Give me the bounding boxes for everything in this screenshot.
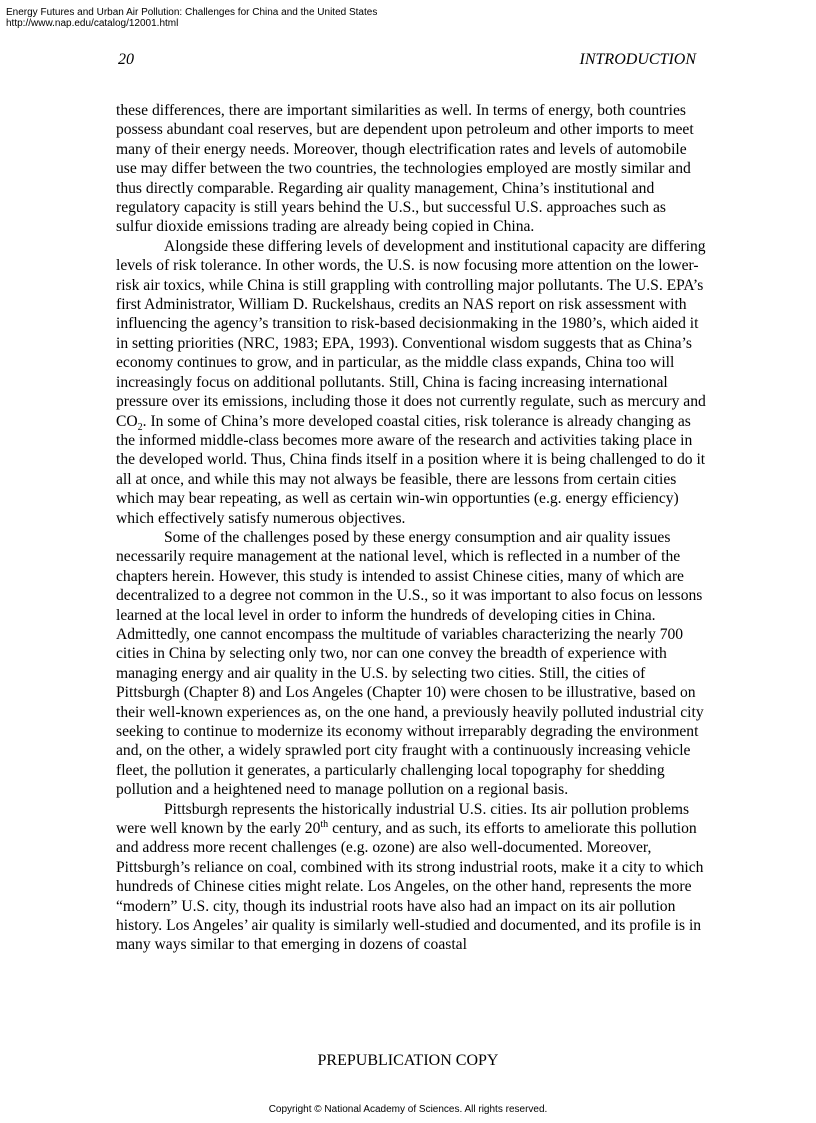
ordinal-superscript: th (320, 818, 329, 830)
source-header (6, 7, 377, 29)
paragraph-4-text-b: century, and as such, its efforts to ameliorate this pollution and address more recent challenges (e.g. ozone) are also well-documented. Moreover, Pittsburgh’s reliance on coal, combined with its strong industrial roots, make it a city to which hundreds of Chinese cities might relate. Los Angeles, on the other hand, represents the more “modern” U.S. city, though its industrial roots have also had an impact on its air pollution history. Los Angeles’ air quality is similarly well-studied and documented, and its profile is in many ways similar to that emerging in dozens of coastal (116, 820, 704, 954)
catalog-url[interactable]: http://www.nap.edu/catalog/12001.html (6, 18, 179, 29)
paragraph-2-text-a: Alongside these differing levels of development and institutional capacity are differing levels of risk tolerance. In other words, the U.S. is now focusing more attention on the lower-risk air toxics, while China is still grappling with controlling major pollutants. The U.S. EPA’s first Administrator, William D. Ruckelshaus, credits an NAS report on risk assessment with influencing the agency’s transition to risk-based decisionmaking in the 1980’s, which aided it in setting priorities (NRC, 1983; EPA, 1993). Conventional wisdom suggests that as China’s economy continues to grow, and in particular, as the middle class expands, China too will increasingly focus on additional pollutants. Still, China is facing increasing international pressure over its emissions, including those it does not currently regulate, such as mercury and CO (116, 237, 706, 430)
paragraph-3: Some of the challenges posed by these energy consumption and air quality issues necessarily require management at the national level, which is reflected in a number of the chapters herein. However, this study is intended to assist Chinese cities, many of which are decentralized to a degree not common in the U.S., so it was important to also focus on lessons learned at the local level in order to inform the hundreds of developing cities in China. Admittedly, one cannot encompass the multitude of variables characterizing the nearly 700 cities in China by selecting only two, nor can one convey the breadth of experience with managing energy and air quality in the U.S. by selecting two cities. Still, the cities of Pittsburgh (Chapter 8) and Los Angeles (Chapter 10) were chosen to be illustrative, based on their well-known experiences as, on the one hand, a previously heavily polluted industrial city seeking to continue to modernize its economy without irreparably degrading the environment and, on the other, a widely sprawled port city fraught with a continuously increasing vehicle fleet, the pollution it generates, a particularly challenging local topography for shedding pollution and a heightened need to manage pollution on a regional basis. (116, 528, 704, 799)
book-title: Energy Futures and Urban Air Pollution: Challenges for China and the United States (6, 7, 378, 18)
page-number: 20 (118, 51, 134, 68)
copyright-notice: Copyright © National Academy of Sciences. All rights reserved. (268, 1104, 548, 1115)
paragraph-4 (116, 800, 706, 955)
section-title: INTRODUCTION (579, 51, 696, 68)
body-text (116, 101, 706, 955)
paragraph-1: these differences, there are important similarities as well. In terms of energy, both countries possess abundant coal reserves, but are dependent upon petroleum and other imports to meet many of their energy needs. Moreover, though electrification rates and levels of automobile use may differ between the two countries, the technologies employed are mostly similar and thus directly comparable. Regarding air quality management, China’s institutional and regulatory capacity is still years behind the U.S., but successful U.S. approaches such as sulfur dioxide emissions trading are already being copied in China. (116, 102, 694, 236)
paragraph-4-text-a: Pittsburgh represents the historically industrial U.S. cities. Its air pollution problems were well known by the early 20 (116, 800, 690, 838)
paragraph-2-text-b: . In some of China’s more developed coastal cities, risk tolerance is already changing as the informed middle-class becomes more aware of the research and activities taking place in the developed world. Thus, China finds itself in a position where it is being challenged to do it all at once, and while this may not always be feasible, there are lessons from certain cities which may bear repeating, as well as certain win-win opportunties (e.g. energy efficiency) which effectively satisfy numerous objectives. (116, 412, 706, 527)
running-head (118, 51, 696, 71)
paragraph-2 (116, 237, 706, 528)
co2-subscript: 2 (137, 421, 143, 433)
prepublication-label: PREPUBLICATION COPY (317, 1052, 499, 1069)
